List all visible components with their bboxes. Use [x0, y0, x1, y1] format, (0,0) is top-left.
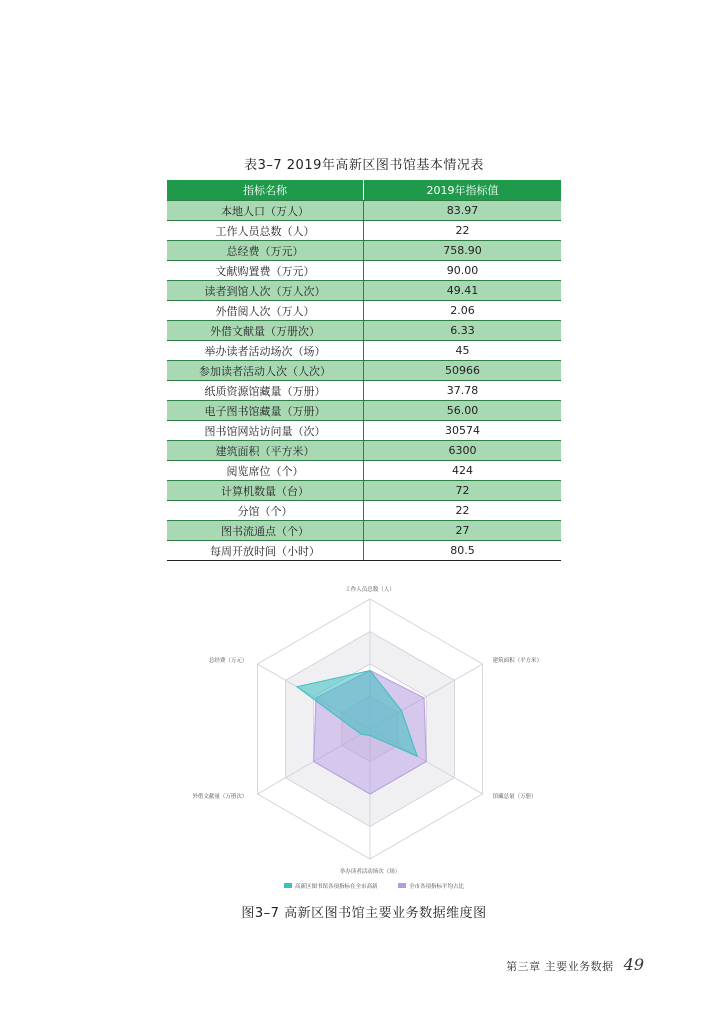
radar-chart — [180, 583, 560, 895]
radar-axis-label: 外借文献量（万册次） — [192, 794, 248, 800]
indicator-value-cell: 83.97 — [364, 201, 562, 221]
indicator-value-cell: 56.00 — [364, 401, 562, 421]
indicator-value-cell: 22 — [364, 501, 562, 521]
page-number: 49 — [623, 955, 644, 974]
indicator-name-cell: 工作人员总数（人） — [167, 221, 364, 241]
indicator-name-cell: 图书馆网站访问量（次） — [167, 421, 364, 441]
indicator-name-cell: 读者到馆人次（万人次） — [167, 281, 364, 301]
indicator-name-cell: 总经费（万元） — [167, 241, 364, 261]
table-row — [167, 461, 561, 481]
chapter-label: 第三章 主要业务数据 — [506, 960, 614, 973]
indicator-name-cell: 计算机数量（台） — [167, 481, 364, 501]
indicator-value-cell: 6300 — [364, 441, 562, 461]
indicator-name-cell: 电子图书馆藏量（万册） — [167, 401, 364, 421]
table-row — [167, 361, 561, 381]
indicator-value-cell: 45 — [364, 341, 562, 361]
table-header-value: 2019年指标值 — [364, 180, 562, 201]
indicator-name-cell: 举办读者活动场次（场） — [167, 341, 364, 361]
indicator-value-cell: 22 — [364, 221, 562, 241]
table-row — [167, 541, 561, 561]
indicator-name-cell: 阅览席位（个） — [167, 461, 364, 481]
indicator-name-cell: 外借阅人次（万人） — [167, 301, 364, 321]
indicator-value-cell: 49.41 — [364, 281, 562, 301]
table-row — [167, 421, 561, 441]
indicator-name-cell: 参加读者活动人次（人次） — [167, 361, 364, 381]
page-footer — [506, 955, 644, 974]
indicator-name-cell: 建筑面积（平方米） — [167, 441, 364, 461]
table-row — [167, 441, 561, 461]
legend-label: 全市各项指标平均占比 — [409, 884, 465, 890]
indicator-value-cell: 37.78 — [364, 381, 562, 401]
table-row — [167, 281, 561, 301]
table-caption: 表3–7 2019年高新区图书馆基本情况表 — [244, 158, 484, 173]
indicator-value-cell: 424 — [364, 461, 562, 481]
table-row — [167, 381, 561, 401]
indicator-value-cell: 6.33 — [364, 321, 562, 341]
radar-axis-label: 工作人员总数（人） — [345, 587, 395, 593]
table-row — [167, 521, 561, 541]
table-header-row — [167, 180, 561, 201]
table-row — [167, 221, 561, 241]
table-row — [167, 501, 561, 521]
indicator-name-cell: 文献购置费（万元） — [167, 261, 364, 281]
indicator-value-cell: 50966 — [364, 361, 562, 381]
table-body — [167, 201, 561, 561]
table-row — [167, 481, 561, 501]
table-row — [167, 401, 561, 421]
indicator-value-cell: 90.00 — [364, 261, 562, 281]
table-row — [167, 241, 561, 261]
indicator-name-cell: 每周开放时间（小时） — [167, 541, 364, 561]
indicator-value-cell: 72 — [364, 481, 562, 501]
indicator-name-cell: 外借文献量（万册次） — [167, 321, 364, 341]
indicator-name-cell: 分馆（个） — [167, 501, 364, 521]
indicator-name-cell: 本地人口（万人） — [167, 201, 364, 221]
indicator-value-cell: 80.5 — [364, 541, 562, 561]
radar-axis-label: 馆藏总量（万册） — [492, 794, 537, 800]
legend-label: 高新区图书馆各项指标在全市高新 — [295, 884, 378, 890]
table-header-name: 指标名称 — [167, 180, 364, 201]
table-row — [167, 301, 561, 321]
table-row — [167, 321, 561, 341]
indicator-name-cell: 纸质资源馆藏量（万册） — [167, 381, 364, 401]
table-row — [167, 261, 561, 281]
radar-axis-label: 总经费（万元） — [208, 658, 248, 664]
table-row — [167, 201, 561, 221]
legend-swatch — [398, 883, 406, 888]
indicator-value-cell: 2.06 — [364, 301, 562, 321]
legend-swatch — [284, 883, 292, 888]
data-table — [167, 180, 561, 561]
indicator-name-cell: 图书流通点（个） — [167, 521, 364, 541]
figure-caption: 图3–7 高新区图书馆主要业务数据维度图 — [241, 906, 487, 921]
indicator-value-cell: 30574 — [364, 421, 562, 441]
indicator-value-cell: 27 — [364, 521, 562, 541]
radar-axis-label: 建筑面积（平方米） — [492, 658, 543, 664]
radar-axis-label: 举办读者活动场次（场） — [339, 869, 401, 875]
table-row — [167, 341, 561, 361]
indicator-value-cell: 758.90 — [364, 241, 562, 261]
